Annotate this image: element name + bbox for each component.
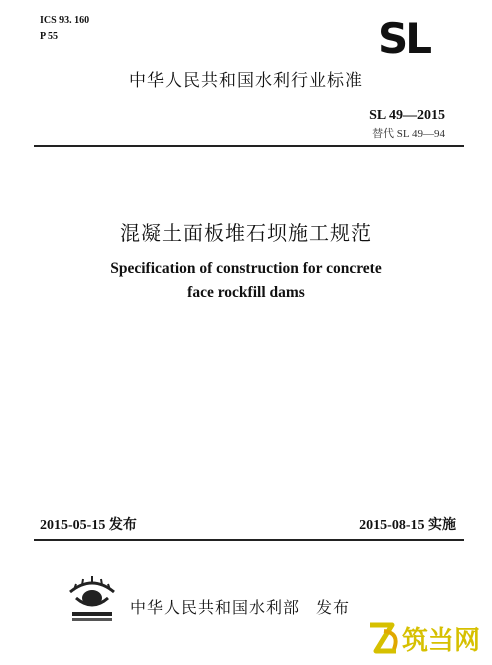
title-chinese: 混凝土面板堆石坝施工规范: [120, 221, 372, 245]
ministry-emblem-icon: [62, 568, 122, 624]
standard-category: 中华人民共和国水利行业标准: [129, 71, 363, 91]
standard-number: SL 49—2015: [369, 108, 445, 123]
watermark: [366, 619, 484, 659]
ics-code: ICS 93. 160: [40, 15, 90, 26]
publisher: [130, 595, 350, 618]
implementation-date: 2015-08-15 实施: [359, 518, 456, 533]
replaces-standard: 替代 SL 49—94: [372, 128, 445, 140]
watermark-text: 筑当网: [402, 626, 481, 656]
top-divider: [34, 145, 464, 147]
publisher-name: 中华人民共和国水利部: [130, 598, 301, 617]
publisher-verb: 发布: [316, 598, 351, 617]
issue-date: 2015-05-15 发布: [40, 518, 137, 533]
title-english-line2: face rockfill dams: [187, 284, 305, 301]
bottom-divider: [34, 539, 464, 541]
p-code: P 55: [40, 31, 59, 42]
sl-logo: SL: [378, 14, 430, 63]
title-english-line1: Specification of construction for concrete: [110, 260, 382, 277]
